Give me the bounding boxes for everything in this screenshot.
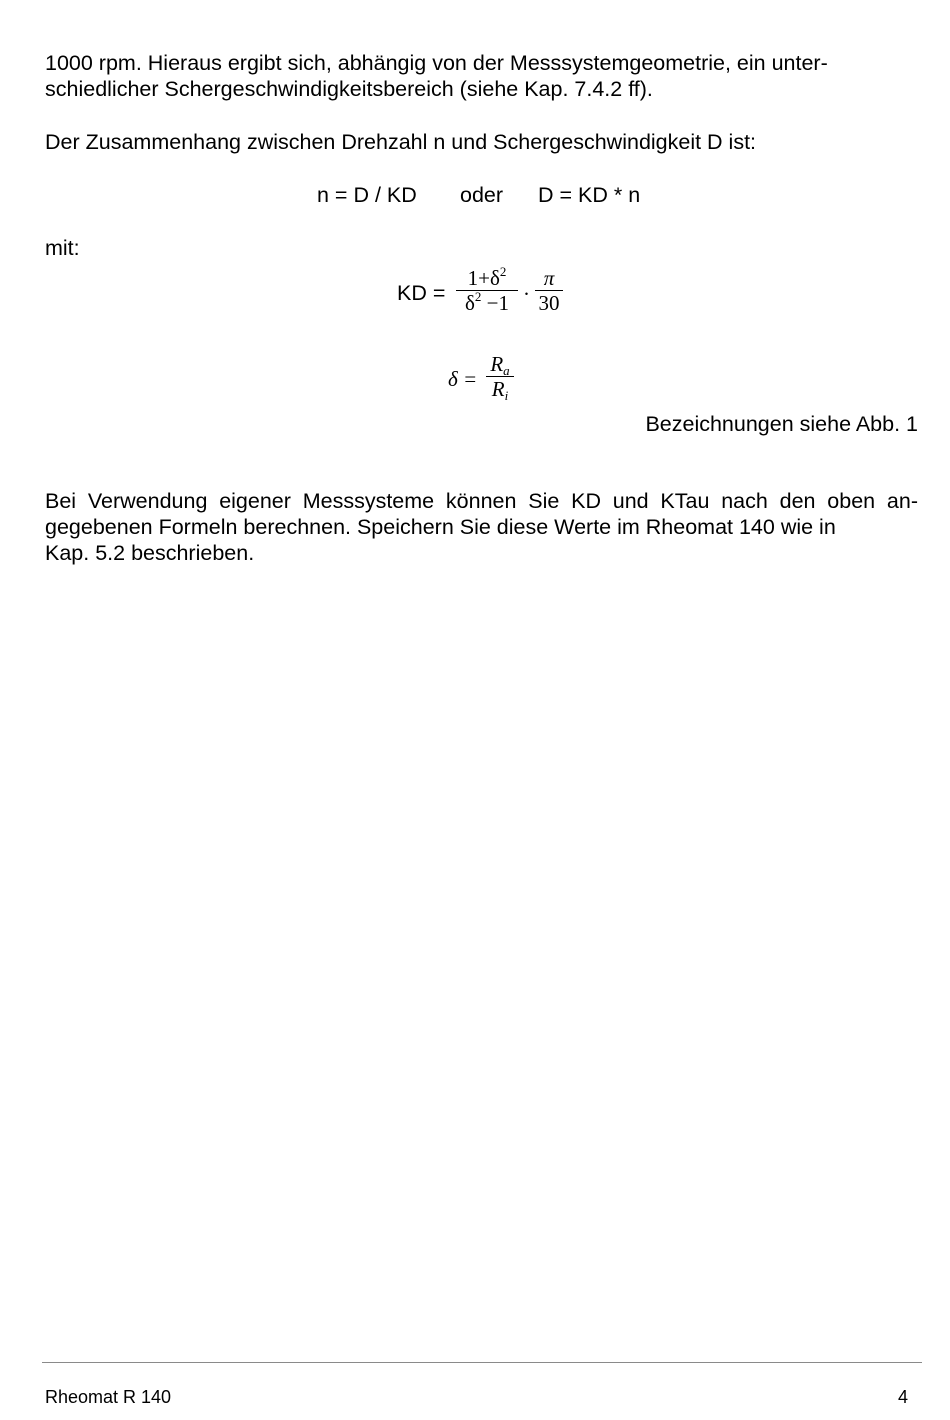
kd-frac1-den-exponent: 2: [474, 289, 482, 304]
delta-numerator: R: [490, 352, 504, 376]
intro-paragraph: [45, 50, 918, 102]
delta-lhs: δ =: [448, 367, 478, 391]
kd-frac2-denominator: 30: [538, 291, 560, 315]
page-number: 4: [897, 1387, 908, 1407]
formula-oder: oder: [460, 183, 504, 207]
kd-multiply-dot: ·: [523, 282, 530, 306]
kd-frac1-den-rest: −1: [481, 291, 509, 315]
closing-line-3: Kap. 5.2 beschrieben.: [45, 541, 255, 565]
delta-denominator: R: [491, 377, 505, 401]
kd-fraction-1: [456, 266, 518, 315]
reference-note: Bezeichnungen siehe Abb. 1: [645, 412, 918, 436]
delta-fraction: [486, 352, 514, 401]
delta-num-subscript: a: [503, 363, 510, 378]
kd-fraction-2: [535, 266, 563, 315]
kd-frac1-num-exponent: 2: [499, 264, 507, 279]
footer-divider: [42, 1362, 922, 1363]
closing-line-1: Bei Verwendung eigener Messsysteme können Sie KD und KTau nach den oben an-: [45, 489, 918, 513]
footer-title: Rheomat R 140: [45, 1387, 172, 1407]
kd-frac1-numerator: 1+δ: [467, 266, 500, 290]
formula-n-equals: n = D / KD: [317, 183, 417, 207]
mit-label: mit:: [45, 236, 80, 260]
intro-line-2: schiedlicher Schergeschwindigkeitsbereich (siehe Kap. 7.4.2 ff).: [45, 77, 653, 101]
closing-line-2: gegebenen Formeln berechnen. Speichern Sie diese Werte im Rheomat 140 wie in: [45, 515, 836, 539]
intro-line-1: 1000 rpm. Hieraus ergibt sich, abhängig von der Messsystemgeometrie, ein unter-: [45, 51, 828, 75]
kd-frac1-denominator: δ: [465, 291, 475, 315]
closing-paragraph: [45, 488, 918, 566]
relation-text: Der Zusammenhang zwischen Drehzahl n und Schergeschwindigkeit D ist:: [45, 130, 757, 154]
kd-lhs: KD =: [397, 281, 446, 305]
formula-d-equals: D = KD * n: [538, 183, 641, 207]
delta-den-subscript: i: [504, 388, 509, 403]
kd-frac2-numerator: π: [543, 266, 555, 290]
